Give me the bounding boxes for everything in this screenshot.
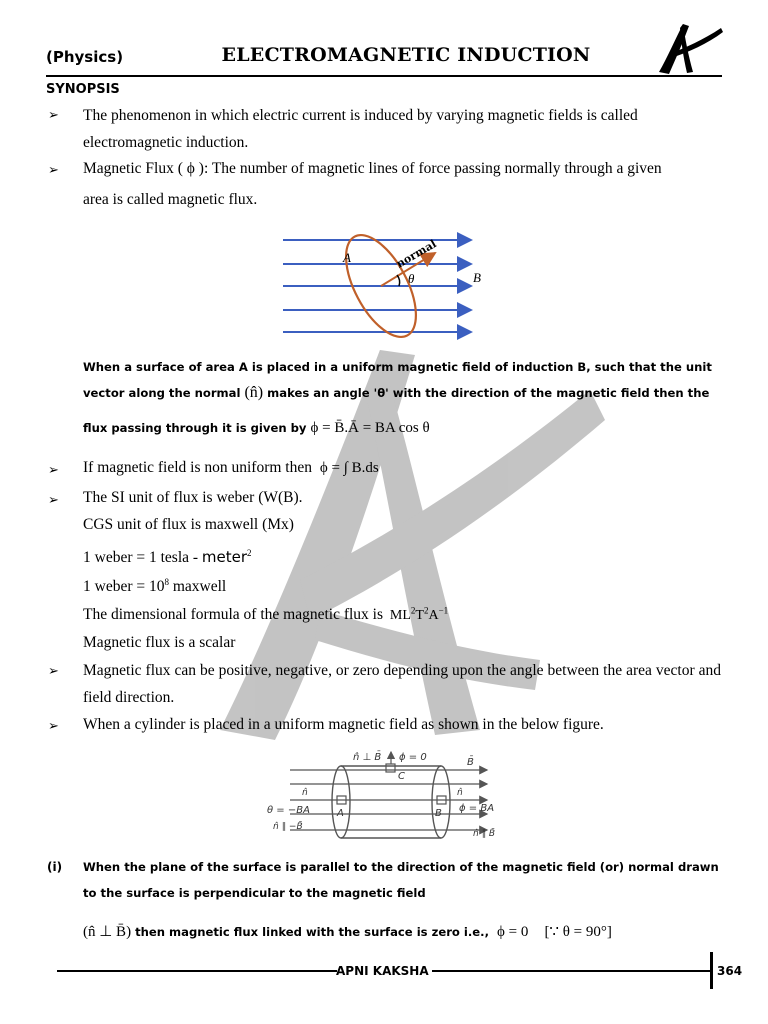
fig2-right-n: n̂ bbox=[457, 788, 463, 798]
footer-divider bbox=[710, 952, 713, 989]
footer-rule-right bbox=[432, 970, 710, 972]
zero-flux: ϕ = 0 bbox=[497, 924, 529, 940]
field-lines bbox=[283, 240, 471, 332]
flux-formula: ϕ = B̄.Ā = BA cos θ bbox=[310, 420, 430, 436]
weber-label: 1 weber = 10 bbox=[83, 578, 165, 595]
weber-tesla-label: 1 weber = 1 tesla - bbox=[83, 549, 199, 566]
paragraph-1-line-1: When a surface of area A is placed in a uniform magnetic field of induction B, such that the unit bbox=[83, 360, 712, 374]
cylinder-field-lines bbox=[290, 770, 487, 830]
surface-loop bbox=[332, 228, 430, 340]
fig2-label-b2: B bbox=[435, 808, 442, 819]
label-normal: normal bbox=[394, 237, 439, 271]
bullet-arrow-icon: ➢ bbox=[48, 719, 59, 734]
bullet-3-text bbox=[83, 459, 379, 477]
cgs-unit-text: CGS unit of flux is maxwell (Mx) bbox=[83, 516, 294, 533]
perp-condition: (n̂ ⊥ B̄) bbox=[83, 924, 132, 940]
dim-a-exp: −1 bbox=[438, 605, 449, 616]
dim-t: T bbox=[415, 608, 424, 623]
item-i-label: (i) bbox=[47, 860, 63, 874]
label-theta: θ bbox=[408, 271, 415, 286]
angle-arc bbox=[397, 275, 400, 286]
fig2-top-label: n̂ ⊥ B̄ bbox=[353, 752, 382, 763]
normal-symbol: (n̂) bbox=[244, 384, 264, 401]
bullet-arrow-icon: ➢ bbox=[48, 108, 59, 123]
weber-maxwell-text bbox=[83, 578, 226, 596]
footer-rule-left bbox=[57, 970, 337, 972]
bullet-arrow-icon: ➢ bbox=[48, 493, 59, 508]
label-b: B bbox=[473, 270, 481, 285]
p1-l2-text: vector along the normal bbox=[83, 386, 241, 400]
power-exponent: 8 bbox=[164, 576, 169, 587]
bullet-arrow-icon: ➢ bbox=[48, 163, 59, 178]
item-i-l3-text: then magnetic flux linked with the surface is zero i.e., bbox=[135, 925, 489, 939]
fig2-left-theta: θ = −BA bbox=[267, 805, 310, 816]
flux-diagram bbox=[275, 228, 505, 340]
bullet-2-line-1: Magnetic Flux ( ϕ ): The number of magnetic lines of force passing normally through a given bbox=[83, 160, 662, 177]
bullet-2-line-2: area is called magnetic flux. bbox=[83, 191, 258, 208]
p1-l2-text-b: makes an angle 'θ' with the direction of the magnetic field then the bbox=[267, 386, 710, 400]
dim-ml: ML bbox=[389, 608, 411, 623]
dim-l-exp: 2 bbox=[410, 605, 416, 616]
fig2-right-nb: n̂ ∥ B̄ bbox=[473, 829, 496, 839]
bullet-1-line-1: The phenomenon in which electric current is induced by varying magnetic fields is called bbox=[83, 107, 638, 124]
maxwell-label: maxwell bbox=[172, 578, 227, 595]
page-title: ELECTROMAGNETIC INDUCTION bbox=[221, 44, 591, 66]
scalar-text: Magnetic flux is a scalar bbox=[83, 634, 236, 651]
fig2-label-a: A bbox=[337, 808, 344, 819]
bullet-4-text: The SI unit of flux is weber (W(B). bbox=[83, 489, 303, 506]
header-rule bbox=[46, 75, 722, 77]
bullet-arrow-icon: ➢ bbox=[48, 463, 59, 478]
dimensional-formula-text bbox=[83, 606, 448, 624]
theta-condition: [∵ θ = 90°] bbox=[544, 924, 612, 940]
bullet-1-line-2: electromagnetic induction. bbox=[83, 134, 249, 151]
paragraph-1-line-2 bbox=[83, 380, 723, 406]
bullet-3-label: If magnetic field is non uniform then bbox=[83, 459, 312, 476]
bullet-arrow-icon: ➢ bbox=[48, 664, 59, 679]
subject-label: (Physics) bbox=[46, 48, 124, 66]
dim-a: A bbox=[428, 608, 439, 623]
section-heading: SYNOPSIS bbox=[46, 82, 120, 97]
fig2-label-n: n̂ bbox=[302, 788, 308, 798]
fig2-top-phi: ϕ = 0 bbox=[399, 752, 427, 763]
cylinder-face-a bbox=[332, 766, 350, 838]
weber-tesla-text bbox=[83, 548, 252, 567]
fig2-right-phi: ϕ = BA bbox=[459, 803, 495, 814]
cylinder-face-b bbox=[432, 766, 450, 838]
bullet-6-text: When a cylinder is placed in a uniform magnetic field as shown in the below figure. bbox=[83, 716, 604, 733]
footer-brand: APNI KAKSHA bbox=[336, 964, 429, 978]
brand-logo bbox=[655, 20, 725, 76]
nonuniform-formula: ϕ = ∫ B.ds bbox=[319, 460, 379, 476]
item-i-line-1: When the plane of the surface is parallel to the direction of the magnetic field (or) normal drawn bbox=[83, 860, 719, 874]
item-i-line-2: to the surface is perpendicular to the magnetic field bbox=[83, 886, 426, 900]
label-a: A bbox=[343, 250, 351, 265]
page-number: 364 bbox=[717, 964, 743, 978]
cylinder-diagram bbox=[265, 748, 505, 846]
dimensional-label: The dimensional formula of the magnetic flux is bbox=[83, 606, 384, 623]
paragraph-1-line-3 bbox=[83, 415, 723, 441]
dim-t-exp: 2 bbox=[423, 605, 429, 616]
fig2-left-nb: n̂ ∥ −B̄ bbox=[273, 822, 303, 832]
meter-exponent: 2 bbox=[247, 547, 252, 558]
fig2-label-c: C bbox=[398, 771, 405, 782]
bullet-5-text: Magnetic flux can be positive, negative, or zero depending upon the angle between the area vector and field direction. bbox=[83, 662, 721, 706]
item-i-line-3 bbox=[83, 919, 723, 945]
p1-l3-text: flux passing through it is given by bbox=[83, 421, 307, 435]
meter-unit: meter bbox=[201, 548, 248, 566]
fig2-label-b: B̄ bbox=[467, 757, 474, 768]
bullet-1-text bbox=[83, 102, 721, 156]
